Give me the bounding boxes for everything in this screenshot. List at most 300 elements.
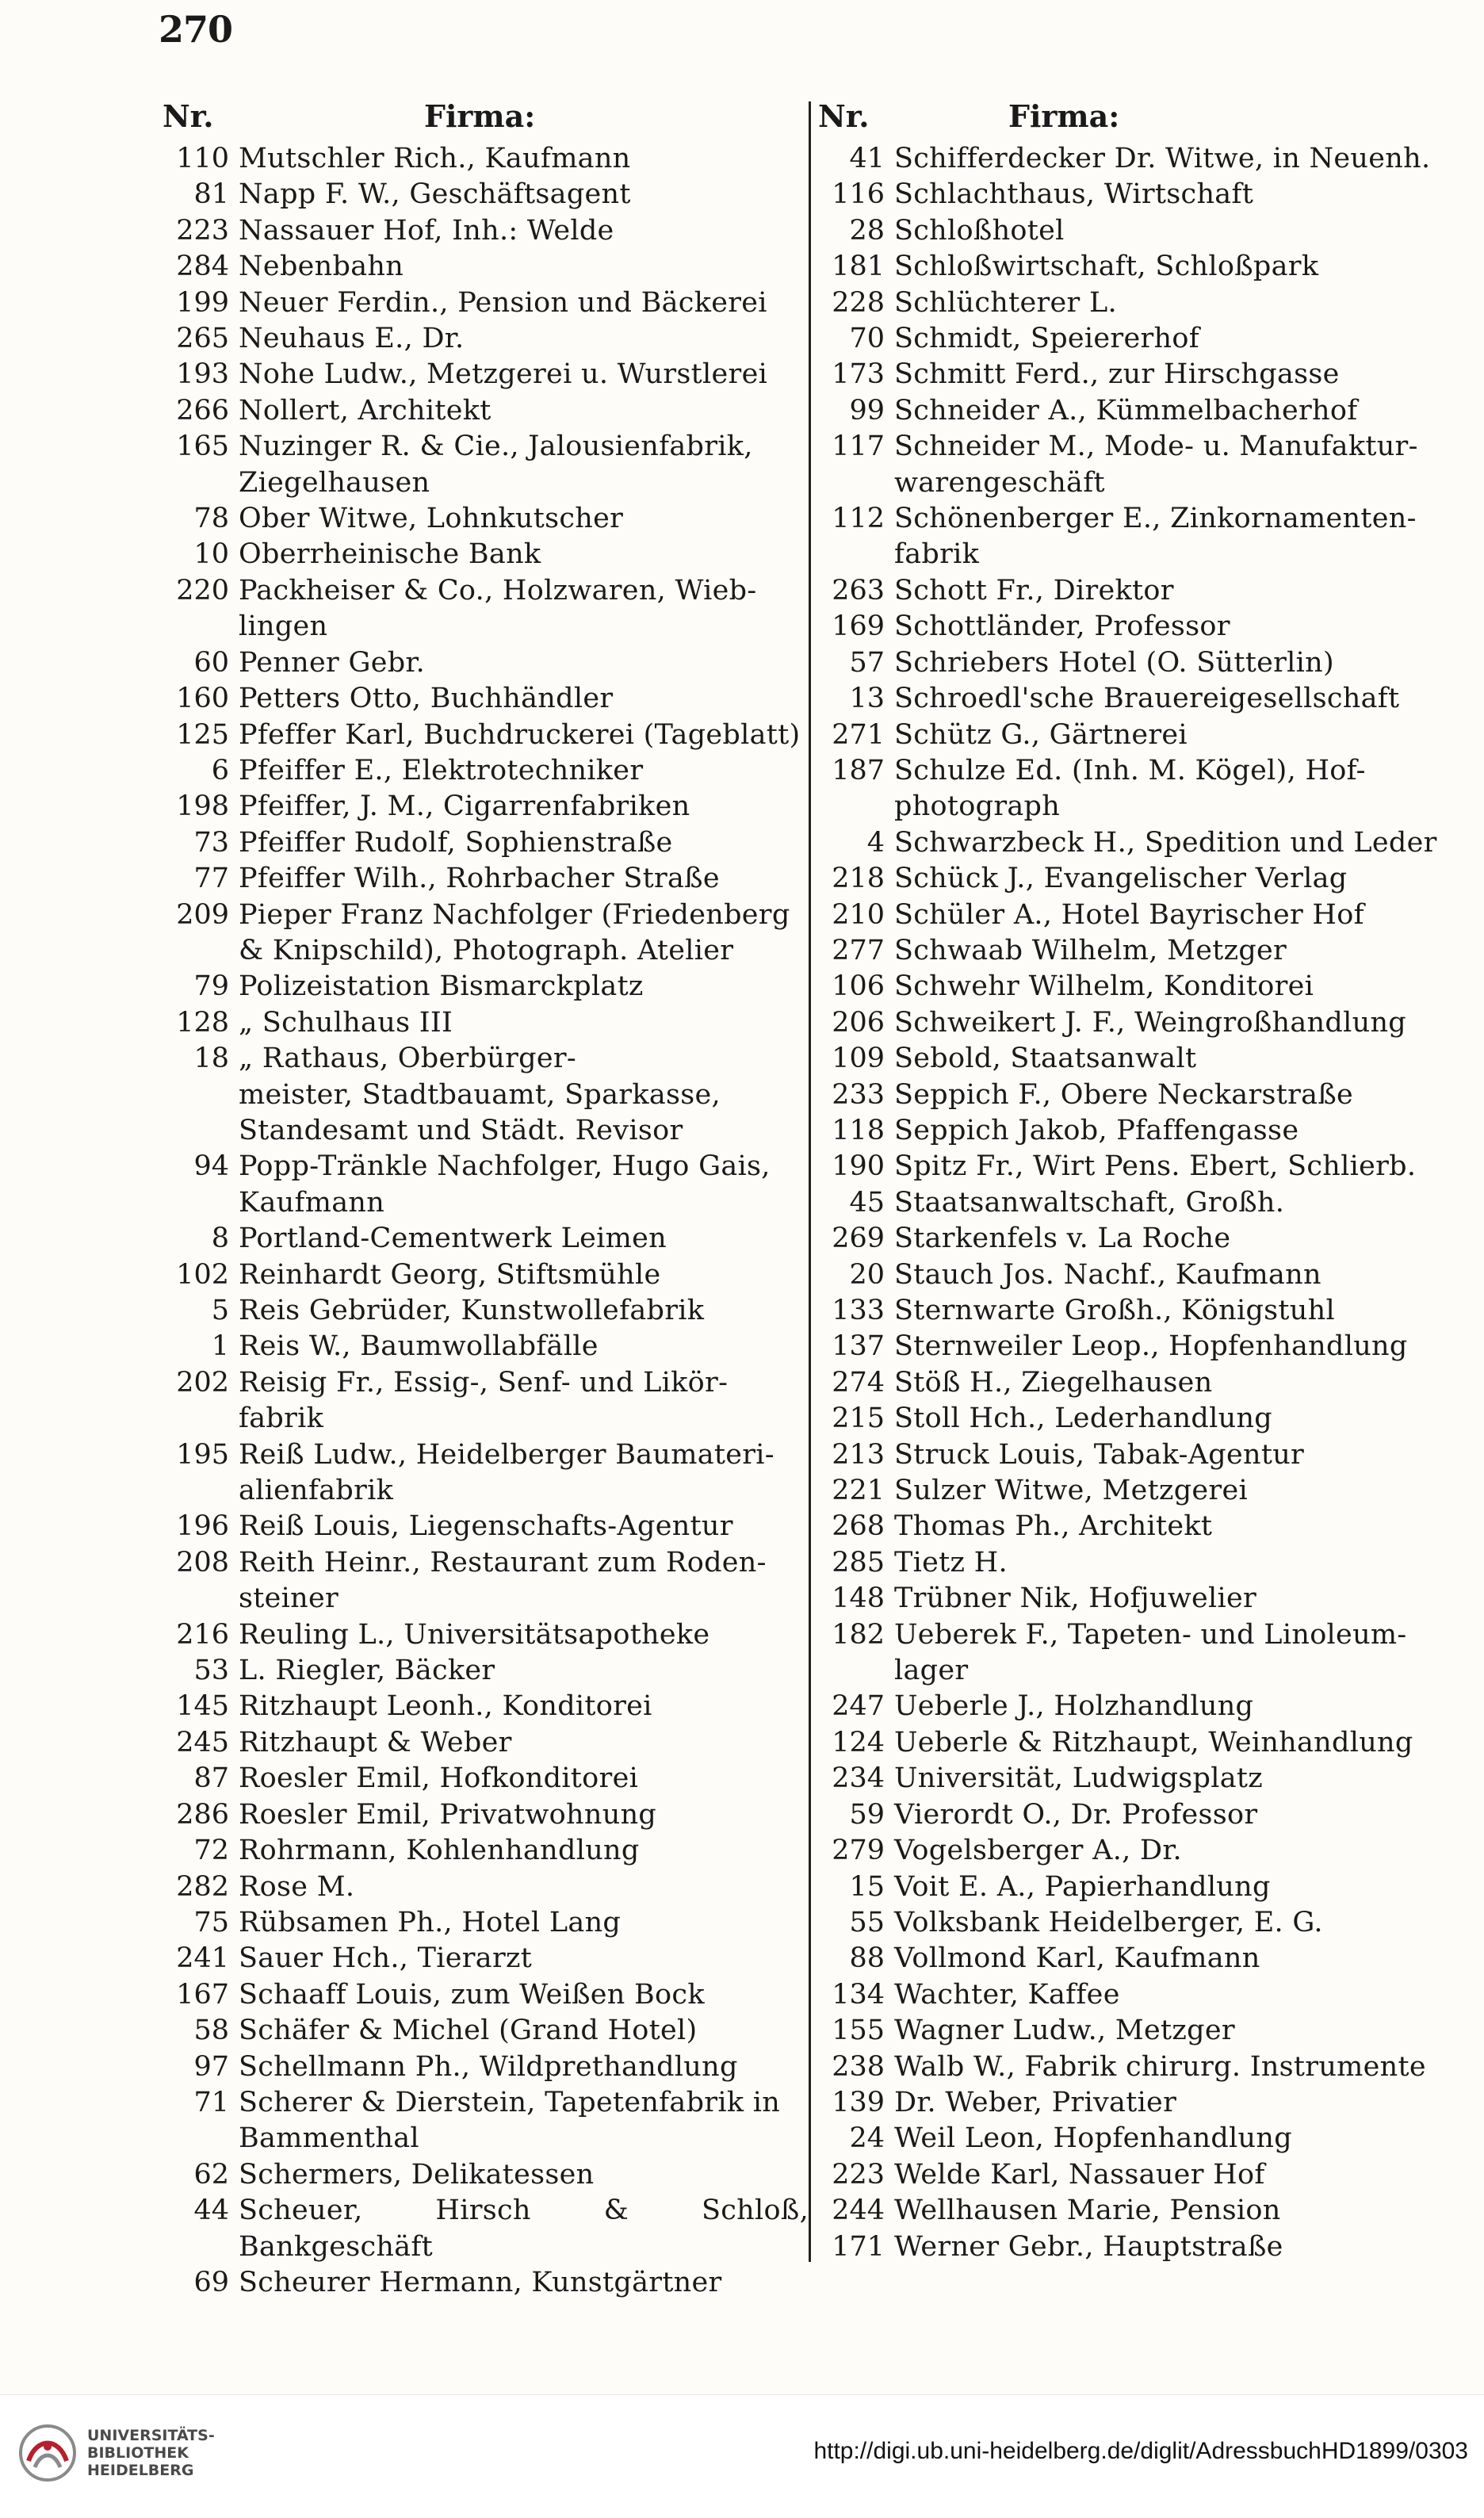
directory-entry	[818, 501, 1444, 573]
entry-number: 15	[849, 1870, 885, 1903]
entry-firma: Spitz Fr., Wirt Pens. Ebert, Schlierb.	[894, 1150, 1417, 1183]
entry-number: 266	[176, 394, 229, 427]
directory-entry	[163, 1257, 809, 1293]
directory-entry	[818, 861, 1444, 897]
entry-number: 53	[193, 1655, 229, 1687]
directory-entry	[163, 2049, 809, 2085]
entry-firma: Tietz H.	[894, 1546, 1008, 1579]
entry-firma: Sauer Hch., Tierarzt	[239, 1942, 533, 1975]
directory-entry	[163, 2085, 809, 2157]
entry-number: 41	[849, 143, 885, 174]
entry-firma: Pfeiffer, J. M., Cigarrenfabriken	[239, 790, 690, 823]
entry-firma: „ Rathaus, Oberbürger- meister, Stadtbauamt, Sparkasse, Standesamt und Städt. Revisor	[239, 1043, 721, 1146]
entry-number: 233	[832, 1078, 885, 1111]
directory-entry	[818, 1473, 1444, 1509]
entry-firma: Universität, Ludwigsplatz	[894, 1762, 1264, 1795]
entry-firma: Vierordt O., Dr. Professor	[894, 1798, 1258, 1831]
entry-number: 216	[176, 1618, 229, 1651]
entry-firma: Schweikert J. F., Weingroßhandlung	[894, 1006, 1406, 1039]
entry-firma: Petters Otto, Buchhändler	[239, 683, 614, 715]
entry-number: 106	[832, 970, 885, 1003]
entry-number: 97	[193, 2050, 229, 2083]
directory-entry	[818, 321, 1444, 357]
directory-entry	[818, 609, 1444, 645]
directory-entry	[163, 1869, 809, 1905]
entry-firma: Sternweiler Leop., Hopfenhandlung	[894, 1330, 1408, 1363]
entry-number: 77	[193, 863, 229, 895]
entry-firma: Schott Fr., Direktor	[894, 574, 1174, 607]
entry-firma: Popp-Tränkle Nachfolger, Hugo Gais, Kaufmann	[239, 1150, 771, 1219]
right-column-header	[818, 98, 1444, 141]
directory-entry	[818, 1797, 1444, 1833]
directory-entry	[163, 1545, 809, 1617]
entry-firma: Schlachthaus, Wirtschaft	[894, 178, 1254, 211]
entry-number: 60	[193, 646, 229, 679]
entry-firma: Roesler Emil, Privatwohnung	[239, 1798, 657, 1831]
directory-entry	[818, 249, 1444, 285]
entry-firma: Stoll Hch., Lederhandlung	[894, 1403, 1273, 1435]
directory-entry	[818, 1401, 1444, 1437]
directory-entry	[163, 753, 809, 789]
directory-entry	[818, 645, 1444, 681]
directory-entry	[163, 897, 809, 970]
directory-entry	[818, 1761, 1444, 1797]
entry-firma: Nollert, Architekt	[239, 394, 491, 427]
entry-number: 118	[832, 1114, 885, 1146]
entry-firma: Seppich F., Obere Neckarstraße	[894, 1078, 1354, 1111]
entry-firma: Reinhardt Georg, Stiftsmühle	[239, 1258, 661, 1291]
entry-number: 1	[211, 1330, 229, 1363]
entry-firma: Sebold, Staatsanwalt	[894, 1043, 1197, 1075]
entry-firma: Staatsanwaltschaft, Großh.	[894, 1186, 1285, 1219]
entry-firma: Ritzhaupt Leonh., Konditorei	[239, 1690, 652, 1723]
directory-entry	[818, 681, 1444, 717]
entry-number: 208	[176, 1546, 229, 1579]
directory-entry	[163, 2013, 809, 2049]
entry-number: 218	[832, 863, 885, 895]
entry-number: 199	[176, 286, 229, 319]
entry-number: 78	[193, 503, 229, 535]
entry-firma: Werner Gebr., Hauptstraße	[894, 2230, 1283, 2263]
entry-firma: Struck Louis, Tabak-Agentur	[894, 1438, 1305, 1471]
directory-entry	[818, 2229, 1444, 2265]
directory-entry	[163, 1977, 809, 2013]
entry-firma: Schriebers Hotel (O. Sütterlin)	[894, 646, 1334, 679]
directory-entry	[818, 1689, 1444, 1724]
directory-entry	[163, 1329, 809, 1364]
entry-number: 241	[176, 1942, 229, 1975]
entry-firma: Schwehr Wilhelm, Konditorei	[894, 970, 1314, 1003]
directory-entry	[163, 321, 809, 357]
directory-entry	[818, 2085, 1444, 2121]
entry-number: 247	[832, 1690, 885, 1723]
entry-number: 220	[176, 574, 229, 607]
entry-firma: Trübner Nik, Hofjuwelier	[894, 1582, 1257, 1615]
directory-entry	[818, 897, 1444, 933]
directory-entry	[163, 1437, 809, 1510]
entry-firma: Schüler A., Hotel Bayrischer Hof	[894, 898, 1364, 931]
entry-number: 167	[176, 1978, 229, 2011]
entry-firma: Scheuer, Hirsch & Schloß, Bankgeschäft	[239, 2195, 809, 2263]
entry-firma: Oberrheinische Bank	[239, 538, 541, 571]
entry-firma: Ueberek F., Tapeten- und Linoleum- lager	[894, 1618, 1407, 1687]
entry-number: 94	[193, 1150, 229, 1183]
entry-firma: Mutschler Rich., Kaufmann	[239, 143, 631, 174]
entry-firma: Schneider M., Mode- u. Manufaktur- warengeschäft	[894, 431, 1418, 499]
entry-number: 5	[211, 1295, 229, 1326]
entry-firma: Reis Gebrüder, Kunstwollefabrik	[239, 1295, 705, 1326]
entry-number: 206	[832, 1006, 885, 1039]
directory-entry	[163, 1509, 809, 1544]
entry-firma: Schellmann Ph., Wildprethandlung	[239, 2050, 738, 2083]
entry-firma: Schloßwirtschaft, Schloßpark	[894, 251, 1319, 283]
directory-entry	[818, 141, 1444, 177]
left-column	[163, 98, 809, 2301]
directory-entry	[818, 1149, 1444, 1184]
entry-firma: Stöß H., Ziegelhausen	[894, 1366, 1213, 1399]
entry-firma: Starkenfels v. La Roche	[894, 1223, 1231, 1255]
entry-firma: Penner Gebr.	[239, 646, 426, 679]
directory-entry	[818, 429, 1444, 501]
directory-entry	[818, 1509, 1444, 1544]
entry-number: 58	[193, 2015, 229, 2047]
directory-entry	[163, 177, 809, 212]
entry-firma: Neuhaus E., Dr.	[239, 323, 465, 355]
entry-number: 268	[832, 1510, 885, 1543]
directory-entry	[818, 1185, 1444, 1221]
directory-entry	[818, 753, 1444, 825]
entry-firma: Schmitt Ferd., zur Hirschgasse	[894, 358, 1340, 391]
entry-firma: Vogelsberger A., Dr.	[894, 1835, 1182, 1867]
right-column	[818, 98, 1444, 2265]
entry-firma: Weil Leon, Hopfenhandlung	[894, 2122, 1292, 2155]
entry-firma: Walb W., Fabrik chirurg. Instrumente	[894, 2050, 1426, 2083]
entry-firma: Vollmond Karl, Kaufmann	[894, 1942, 1260, 1975]
entry-number: 137	[832, 1330, 885, 1363]
entry-number: 277	[832, 934, 885, 966]
entry-number: 148	[832, 1582, 885, 1615]
header-firma: Firma:	[1008, 98, 1120, 134]
entry-firma: Pfeiffer Wilh., Rohrbacher Straße	[239, 863, 720, 895]
entry-number: 160	[176, 683, 229, 715]
directory-entry	[818, 2157, 1444, 2193]
entry-firma: Reis W., Baumwollabfälle	[239, 1330, 599, 1363]
directory-entry	[163, 249, 809, 285]
directory-entry	[163, 1041, 809, 1149]
entry-firma: Nebenbahn	[239, 251, 404, 283]
entry-firma: Scherer & Dierstein, Tapetenfabrik in Bammenthal	[239, 2086, 781, 2155]
directory-entry	[818, 285, 1444, 321]
entry-firma: L. Riegler, Bäcker	[239, 1655, 495, 1687]
directory-entry	[163, 1617, 809, 1653]
entry-number: 169	[832, 610, 885, 643]
entry-firma: Ritzhaupt & Weber	[239, 1726, 512, 1758]
header-nr: Nr.	[163, 98, 214, 134]
page-number: 270	[159, 8, 233, 51]
entry-firma: Portland-Cementwerk Leimen	[239, 1223, 667, 1255]
directory-entry	[818, 1005, 1444, 1041]
entry-firma: Schwaab Wilhelm, Metzger	[894, 934, 1287, 966]
entry-firma: Schwarzbeck H., Spedition und Leder	[894, 826, 1437, 859]
directory-entry	[818, 2193, 1444, 2229]
entry-number: 202	[176, 1366, 229, 1399]
entry-number: 6	[211, 754, 229, 786]
entry-number: 44	[193, 2195, 229, 2227]
entry-number: 271	[832, 718, 885, 751]
entry-number: 155	[832, 2015, 885, 2047]
entry-number: 10	[193, 538, 229, 571]
entry-firma: Thomas Ph., Architekt	[894, 1510, 1213, 1543]
entry-firma: Stauch Jos. Nachf., Kaufmann	[894, 1258, 1321, 1291]
header-nr: Nr.	[818, 98, 870, 134]
directory-entry	[163, 1293, 809, 1329]
entry-firma: Wachter, Kaffee	[894, 1978, 1120, 2011]
directory-entry	[163, 681, 809, 717]
entry-firma: Rohrmann, Kohlenhandlung	[239, 1835, 640, 1867]
entry-number: 223	[176, 214, 229, 247]
entry-number: 234	[832, 1762, 885, 1795]
entry-number: 196	[176, 1510, 229, 1543]
entry-number: 198	[176, 790, 229, 823]
source-url-link[interactable]: http://digi.ub.uni-heidelberg.de/diglit/AdressbuchHD1899/0303	[813, 2438, 1468, 2464]
entry-firma: Schneider A., Kümmelbacherhof	[894, 394, 1358, 427]
directory-entry	[818, 213, 1444, 249]
entry-number: 286	[176, 1798, 229, 1831]
entry-number: 125	[176, 718, 229, 751]
entry-firma: Schönenberger E., Zinkornamenten- fabrik	[894, 503, 1417, 571]
directory-entry	[818, 2013, 1444, 2049]
entry-firma: Reisig Fr., Essig-, Senf- und Likör- fabrik	[239, 1366, 729, 1435]
entry-number: 55	[849, 1906, 885, 1938]
directory-entry	[163, 1689, 809, 1724]
entry-number: 228	[832, 286, 885, 319]
directory-entry	[163, 429, 809, 501]
entry-number: 117	[832, 431, 885, 463]
entry-firma: Schloßhotel	[894, 214, 1065, 247]
entry-number: 87	[193, 1762, 229, 1795]
entry-number: 59	[849, 1798, 885, 1831]
directory-entry	[163, 1905, 809, 1941]
entry-firma: Schifferdecker Dr. Witwe, in Neuenh.	[894, 143, 1431, 174]
entry-firma: Schottländer, Professor	[894, 610, 1230, 643]
entry-number: 45	[849, 1186, 885, 1219]
entry-number: 62	[193, 2158, 229, 2191]
entry-number: 190	[832, 1150, 885, 1183]
entry-firma: Schück J., Evangelischer Verlag	[894, 863, 1348, 895]
entry-firma: „ Schulhaus III	[239, 1006, 453, 1039]
entry-number: 274	[832, 1366, 885, 1399]
directory-entry	[818, 969, 1444, 1005]
entry-firma: Sulzer Witwe, Metzgerei	[894, 1475, 1248, 1507]
directory-entry	[163, 2265, 809, 2301]
entry-number: 99	[849, 394, 885, 427]
directory-entry	[818, 1869, 1444, 1905]
entry-firma: Reiß Ludw., Heidelberger Baumateri- alienfabrik	[239, 1438, 775, 1507]
header-firma: Firma:	[424, 98, 536, 134]
directory-entry	[163, 861, 809, 897]
entry-firma: Scheurer Hermann, Kunstgärtner	[239, 2266, 722, 2298]
entry-number: 72	[193, 1835, 229, 1867]
entry-number: 109	[832, 1043, 885, 1075]
entry-number: 24	[849, 2122, 885, 2155]
left-entry-list	[163, 141, 809, 2301]
entry-firma: Schulze Ed. (Inh. M. Kögel), Hof- photograph	[894, 754, 1366, 823]
entry-firma: Pfeiffer E., Elektrotechniker	[239, 754, 644, 786]
entry-number: 195	[176, 1438, 229, 1471]
entry-number: 13	[849, 683, 885, 715]
entry-number: 182	[832, 1618, 885, 1651]
directory-entry	[818, 718, 1444, 753]
directory-entry	[818, 1113, 1444, 1149]
directory-entry	[818, 1941, 1444, 1977]
directory-entry	[163, 1149, 809, 1221]
directory-entry	[163, 2157, 809, 2193]
entry-number: 71	[193, 2086, 229, 2118]
entry-firma: Ueberle & Ritzhaupt, Weinhandlung	[894, 1726, 1413, 1758]
directory-entry	[163, 2193, 809, 2265]
footer-bar	[0, 2394, 1484, 2518]
entry-firma: Wagner Ludw., Metzger	[894, 2015, 1235, 2047]
directory-entry	[818, 177, 1444, 212]
library-logo-text: UNIVERSITÄTS- BIBLIOTHEK HEIDELBERG	[87, 2427, 215, 2479]
entry-firma: Voit E. A., Papierhandlung	[894, 1870, 1271, 1903]
entry-number: 20	[849, 1258, 885, 1291]
directory-entry	[818, 933, 1444, 969]
library-logo-icon	[17, 2423, 78, 2483]
directory-entry	[163, 969, 809, 1005]
entry-firma: Schaaff Louis, zum Weißen Bock	[239, 1978, 705, 2011]
entry-firma: Nassauer Hof, Inh.: Welde	[239, 214, 614, 247]
entry-number: 133	[832, 1295, 885, 1326]
directory-entry	[163, 1797, 809, 1833]
directory-entry	[163, 789, 809, 825]
directory-entry	[818, 1833, 1444, 1869]
entry-firma: Schroedl'sche Brauereigesellschaft	[894, 683, 1400, 715]
directory-entry	[818, 1617, 1444, 1690]
entry-number: 18	[193, 1043, 229, 1075]
entry-firma: Ueberle J., Holzhandlung	[894, 1690, 1254, 1723]
entry-number: 128	[176, 1006, 229, 1039]
entry-firma: Volksbank Heidelberger, E. G.	[894, 1906, 1323, 1938]
entry-number: 209	[176, 898, 229, 931]
entry-firma: Schmidt, Speiererhof	[894, 323, 1199, 355]
right-entry-list	[818, 141, 1444, 2265]
entry-firma: Nuzinger R. & Cie., Jalousienfabrik, Ziegelhausen	[239, 431, 753, 499]
directory-entry	[818, 1329, 1444, 1364]
entry-firma: Nohe Ludw., Metzgerei u. Wurstlerei	[239, 358, 768, 391]
entry-firma: Rübsamen Ph., Hotel Lang	[239, 1906, 622, 1938]
entry-number: 79	[193, 970, 229, 1003]
directory-entry	[163, 1761, 809, 1797]
directory-entry	[818, 1293, 1444, 1329]
entry-number: 69	[193, 2266, 229, 2298]
entry-firma: Roesler Emil, Hofkonditorei	[239, 1762, 639, 1795]
directory-entry	[818, 2121, 1444, 2156]
directory-entry	[818, 1725, 1444, 1761]
directory-entry	[163, 285, 809, 321]
directory-entry	[163, 573, 809, 645]
directory-entry	[163, 1941, 809, 1977]
entry-number: 102	[176, 1258, 229, 1291]
entry-number: 187	[832, 754, 885, 786]
directory-entry	[163, 1725, 809, 1761]
entry-number: 263	[832, 574, 885, 607]
directory-entry	[163, 1365, 809, 1437]
entry-number: 139	[832, 2086, 885, 2118]
entry-number: 165	[176, 431, 229, 463]
directory-entry	[818, 573, 1444, 609]
directory-entry	[818, 1365, 1444, 1401]
entry-number: 75	[193, 1906, 229, 1938]
directory-entry	[163, 645, 809, 681]
entry-firma: Wellhausen Marie, Pension	[894, 2195, 1281, 2227]
entry-number: 81	[193, 178, 229, 211]
entry-firma: Schlüchterer L.	[894, 286, 1117, 319]
entry-firma: Schermers, Delikatessen	[239, 2158, 595, 2191]
directory-entry	[163, 1833, 809, 1869]
entry-number: 145	[176, 1690, 229, 1723]
entry-firma: Dr. Weber, Privatier	[894, 2086, 1177, 2118]
entry-number: 210	[832, 898, 885, 931]
entry-firma: Packheiser & Co., Holzwaren, Wieb- lingen	[239, 574, 757, 643]
directory-entry	[818, 1077, 1444, 1113]
entry-firma: Sternwarte Großh., Königstuhl	[894, 1295, 1335, 1326]
entry-number: 57	[849, 646, 885, 679]
entry-firma: Reith Heinr., Restaurant zum Roden- steiner	[239, 1546, 767, 1615]
left-column-header	[163, 98, 809, 141]
directory-entry	[163, 141, 809, 177]
directory-entry	[818, 1257, 1444, 1293]
directory-entry	[163, 213, 809, 249]
directory-entry	[163, 1005, 809, 1041]
entry-number: 116	[832, 178, 885, 211]
entry-number: 244	[832, 2195, 885, 2227]
directory-entry	[163, 1221, 809, 1257]
entry-firma: Rose M.	[239, 1870, 355, 1903]
entry-firma: Pieper Franz Nachfolger (Friedenberg & Knipschild), Photograph. Atelier	[239, 898, 790, 966]
entry-firma: Polizeistation Bismarckplatz	[239, 970, 644, 1003]
directory-entry	[163, 537, 809, 572]
entry-number: 285	[832, 1546, 885, 1579]
entry-number: 215	[832, 1403, 885, 1435]
column-divider	[809, 101, 811, 2262]
directory-entry	[818, 1581, 1444, 1617]
entry-number: 223	[832, 2158, 885, 2191]
entry-number: 70	[849, 323, 885, 355]
entry-firma: Reiß Louis, Liegenschafts-Agentur	[239, 1510, 733, 1543]
entry-firma: Welde Karl, Nassauer Hof	[894, 2158, 1265, 2191]
directory-entry	[818, 393, 1444, 429]
entry-number: 221	[832, 1475, 885, 1507]
directory-entry	[163, 357, 809, 392]
entry-number: 282	[176, 1870, 229, 1903]
entry-number: 265	[176, 323, 229, 355]
entry-firma: Napp F. W., Geschäftsagent	[239, 178, 631, 211]
directory-entry	[818, 1977, 1444, 2013]
directory-entry	[163, 825, 809, 861]
directory-entry	[818, 825, 1444, 861]
entry-firma: Reuling L., Universitätsapotheke	[239, 1618, 710, 1651]
directory-entry	[818, 1545, 1444, 1581]
entry-firma: Pfeiffer Rudolf, Sophienstraße	[239, 826, 673, 859]
directory-entry	[818, 2049, 1444, 2085]
entry-number: 4	[866, 826, 885, 859]
entry-number: 124	[832, 1726, 885, 1758]
entry-number: 171	[832, 2230, 885, 2263]
entry-firma: Seppich Jakob, Pfaffengasse	[894, 1114, 1299, 1146]
entry-number: 110	[176, 143, 229, 174]
directory-entry	[163, 718, 809, 753]
